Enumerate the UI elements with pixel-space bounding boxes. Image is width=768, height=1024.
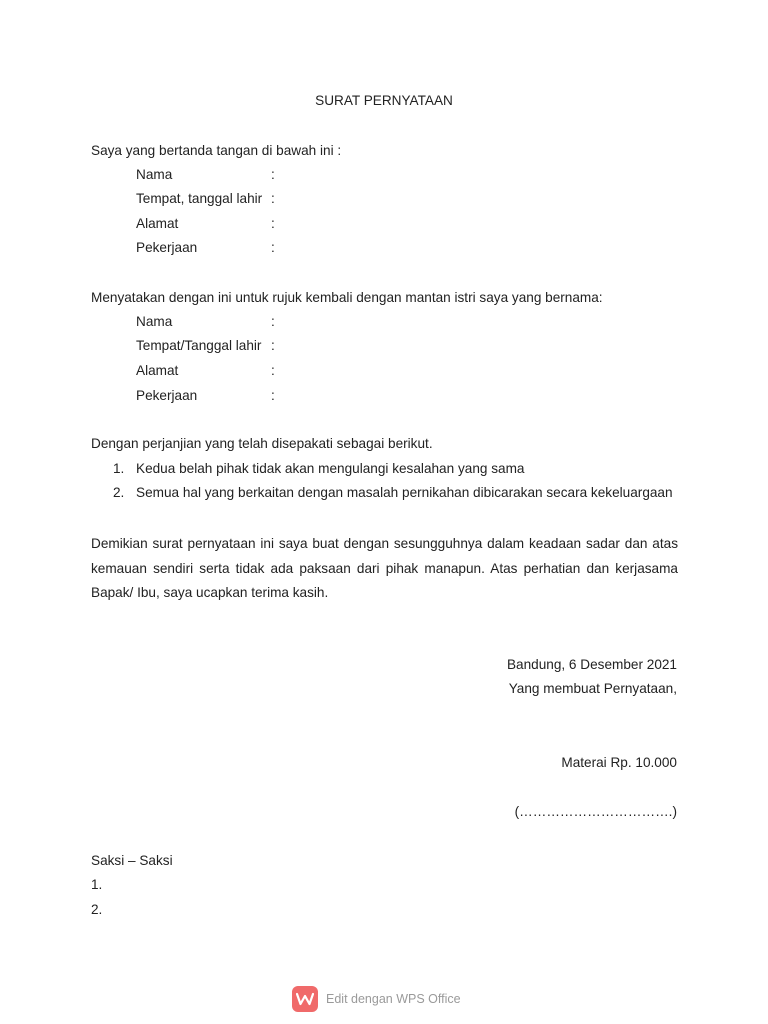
- closing-paragraph: Demikian surat pernyataan ini saya buat dengan sesungguhnya dalam keadaan sadar dan atas kemauan sendiri serta tidak ada paksaan dari pihak manapun. Atas perhatian dan kerjasama Bapak/ Ibu, saya ucapkan terima kasih.: [91, 536, 678, 600]
- agreement-item-number: 1.: [113, 461, 125, 476]
- document-title: SURAT PERNYATAAN: [315, 93, 453, 108]
- declarant-field-label: Alamat: [136, 216, 179, 231]
- spouse-field-label: Tempat/Tanggal lahir: [136, 338, 262, 353]
- wps-office-logo-icon: [292, 986, 318, 1012]
- spouse-field-colon: :: [271, 314, 275, 329]
- agreement-item-text: Semua hal yang berkaitan dengan masalah pernikahan dibicarakan secara kekeluargaan: [136, 485, 673, 500]
- place-date: Bandung, 6 Desember 2021: [506, 657, 677, 672]
- declarant-field-label: Tempat, tanggal lahir: [136, 191, 263, 206]
- witness-number: 2.: [91, 902, 103, 917]
- declarant-field-colon: :: [271, 240, 275, 255]
- witness-number: 1.: [91, 877, 103, 892]
- spouse-field-label: Pekerjaan: [136, 388, 198, 403]
- statement-text: Menyatakan dengan ini untuk rujuk kembali dengan mantan istri saya yang bernama:: [91, 290, 603, 305]
- spouse-field-colon: :: [271, 338, 275, 353]
- declarant-field-colon: :: [271, 167, 275, 182]
- witnesses-title: Saksi – Saksi: [91, 853, 173, 868]
- agreement-item-text: Kedua belah pihak tidak akan mengulangi kesalahan yang sama: [136, 461, 525, 476]
- signer-label: Yang membuat Pernyataan,: [508, 681, 677, 696]
- agreement-item-number: 2.: [113, 485, 125, 500]
- stamp-duty-note: Materai Rp. 10.000: [561, 755, 677, 770]
- spouse-field-label: Nama: [136, 314, 173, 329]
- declarant-field-colon: :: [271, 191, 275, 206]
- agreement-intro: Dengan perjanjian yang telah disepakati sebagai berikut.: [91, 436, 433, 451]
- declarant-field-label: Pekerjaan: [136, 240, 198, 255]
- wps-edit-banner[interactable]: [292, 985, 461, 1013]
- signature-line: (…………………………….): [514, 804, 677, 819]
- spouse-field-colon: :: [271, 363, 275, 378]
- spouse-field-colon: :: [271, 388, 275, 403]
- declarant-field-colon: :: [271, 216, 275, 231]
- intro-text: Saya yang bertanda tangan di bawah ini :: [91, 143, 342, 158]
- wps-edit-text[interactable]: Edit dengan WPS Office: [326, 992, 461, 1006]
- spouse-field-label: Alamat: [136, 363, 179, 378]
- declarant-field-label: Nama: [136, 167, 173, 182]
